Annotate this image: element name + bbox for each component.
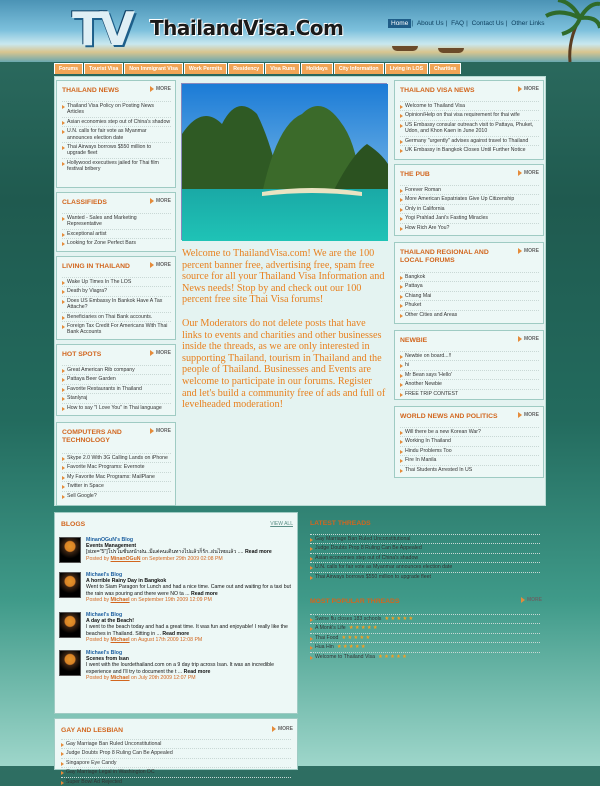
blog-name[interactable]: Michael's Blog bbox=[86, 572, 123, 578]
panel-computers-technology bbox=[56, 422, 176, 506]
logo-tv-mark[interactable]: TV bbox=[72, 2, 131, 56]
rating-stars-icon: ★★★★★ bbox=[384, 616, 415, 622]
panel-living-in-thailand bbox=[56, 256, 176, 340]
blog-date: on August 17th 2009 12:08 PM bbox=[131, 636, 203, 643]
list-item[interactable]: Wanted - Sales and Marketing Representative bbox=[62, 213, 171, 229]
list-item[interactable]: U.N. calls for fair vote as Myanmar announces election date bbox=[310, 562, 540, 571]
blog-excerpt: I went to the beach today and had a great time. It was fun and enjoyable! I really like the beaches in Thailand. Sitting in ... bbox=[86, 624, 288, 637]
blog-excerpt: Went to Siam Paragon for Lunch and had a nice time. Came out and waiting for a taxi but the rain was pouring and there were NO ta ... bbox=[86, 584, 291, 597]
blog-name[interactable]: MinanOGuN's Blog bbox=[86, 537, 134, 543]
palm-tree-image bbox=[510, 0, 600, 62]
avatar[interactable] bbox=[59, 612, 81, 638]
list-item[interactable]: Thai Airways borrows $550 million to upgrade fleet bbox=[62, 142, 171, 158]
list-item[interactable]: Pattaya Beer Garden bbox=[62, 374, 171, 383]
list-item[interactable]: Phuket bbox=[400, 300, 539, 309]
panel-title: THE PUB bbox=[400, 171, 430, 178]
list-item[interactable]: Mr Bean says 'Hello' bbox=[400, 370, 539, 379]
arrow-right-icon bbox=[272, 726, 276, 732]
list-item[interactable]: Death by Viagra? bbox=[62, 286, 171, 295]
more-link[interactable]: MORE bbox=[150, 198, 171, 204]
list-item[interactable]: Another Newbie bbox=[400, 379, 539, 388]
list-item[interactable]: Chiang Mai bbox=[400, 291, 539, 300]
list-item[interactable]: U.N. calls for fair vote as Myanmar announces election date bbox=[62, 126, 171, 142]
more-link[interactable]: MORE bbox=[150, 86, 171, 92]
more-link[interactable]: MORE bbox=[150, 262, 171, 268]
boat-image bbox=[438, 48, 464, 53]
list-item[interactable]: Bangkok bbox=[400, 272, 539, 281]
list-item[interactable]: Twitter in Space bbox=[62, 481, 171, 490]
panel-title: HOT SPOTS bbox=[62, 351, 102, 358]
list-item[interactable]: Fire In Manila bbox=[400, 455, 539, 464]
list-item[interactable]: Asian economies step out of China's shadow bbox=[62, 117, 171, 126]
list-item[interactable]: Favorite Restaurants in Thailand bbox=[62, 384, 171, 393]
list-item[interactable]: Exceptional artist bbox=[62, 229, 171, 238]
list-item[interactable]: Thai Food ★★★★★ bbox=[310, 633, 540, 642]
popular-threads-title: MOST POPULAR THREADS bbox=[310, 598, 400, 605]
panel-title: THAILAND NEWS bbox=[62, 87, 120, 94]
nav-tab-forums[interactable]: Forums bbox=[54, 63, 83, 74]
blog-excerpt: I went with the lourdethailand.com on a 9 day trip across Isan. It was an incredible experience and I'll try to document the t ... bbox=[86, 662, 275, 675]
arrow-right-icon bbox=[150, 86, 154, 92]
nav-tab-tourist-visa[interactable]: Tourist Visa bbox=[84, 63, 123, 74]
list-item[interactable]: Opinion/Help on thai visa requirement for thai wife bbox=[400, 110, 539, 119]
blog-title[interactable]: A horrible Rainy Day in Bangkok bbox=[86, 578, 167, 585]
list-item[interactable]: Thailand Visa Policy on Posting News Articles bbox=[62, 101, 171, 117]
list-item[interactable]: Welcome to Thailand Visa ★★★★★ bbox=[310, 652, 540, 661]
blogs-title: BLOGS bbox=[61, 521, 86, 528]
list-item[interactable]: Gay Marriage Ban Ruled Unconstitutional bbox=[310, 534, 540, 543]
list-item[interactable]: Foreign Tax Credit For Americans With Thai Bank Accounts bbox=[62, 321, 171, 337]
arrow-right-icon bbox=[150, 198, 154, 204]
list-item[interactable]: Hollywood executives jailed for Thai film festival bribery bbox=[62, 158, 171, 174]
list-item[interactable]: Only in California bbox=[400, 204, 539, 213]
list-item[interactable]: hi bbox=[400, 360, 539, 369]
more-link[interactable]: MORE bbox=[518, 248, 539, 254]
nav-tab-visa-runs[interactable]: Visa Runs bbox=[265, 63, 300, 74]
blog-date: on July 20th 2009 12:07 PM bbox=[131, 674, 196, 681]
list-item[interactable]: Gay Marriage Legal in Washington DC bbox=[61, 767, 291, 776]
arrow-right-icon bbox=[518, 86, 522, 92]
more-link[interactable]: MORE bbox=[272, 726, 293, 732]
more-link[interactable]: MORE bbox=[150, 350, 171, 356]
read-more-link[interactable]: Read more bbox=[183, 668, 211, 675]
arrow-right-icon bbox=[150, 350, 154, 356]
lower-section bbox=[54, 512, 546, 785]
panel-title: NEWBIE bbox=[400, 337, 428, 344]
panel-title: WORLD NEWS AND POLITICS bbox=[400, 413, 498, 420]
site-logo-text[interactable]: ThailandVisa.Com bbox=[150, 16, 344, 40]
list-item[interactable]: Pattaya bbox=[400, 281, 539, 290]
nav-tab-non-immigrant-visa[interactable]: Non Immigrant Visa bbox=[124, 63, 183, 74]
nav-tab-living-in-los[interactable]: Living in LOS bbox=[385, 63, 428, 74]
rating-stars-icon: ★★★★★ bbox=[377, 653, 409, 660]
list-item[interactable]: Looking for Zone Perfect Bars bbox=[62, 238, 171, 247]
list-item[interactable]: Judge Doubts Prop 8 Ruling Can Be Appealed bbox=[310, 543, 540, 552]
list-item[interactable]: Gay Marriage Ban Ruled Unconstitutional bbox=[61, 739, 291, 748]
list-item[interactable]: How to say "I Love You" in Thai language bbox=[62, 403, 171, 412]
panel-the-pub bbox=[394, 164, 544, 236]
panel-title: THAILAND VISA NEWS bbox=[400, 87, 475, 94]
list-item[interactable]: How Rich Are You? bbox=[400, 223, 539, 232]
panel-thailand-visa-news bbox=[394, 80, 544, 160]
hero-island-photo bbox=[181, 83, 387, 240]
list-item[interactable]: Germany "urgently" advises against travel to Thailand bbox=[400, 136, 539, 145]
arrow-right-icon bbox=[150, 428, 154, 434]
blogs-panel bbox=[54, 512, 298, 714]
list-item[interactable]: Thai Airways borrows $550 million to upgrade fleet bbox=[310, 572, 540, 581]
more-link[interactable]: MORE bbox=[150, 428, 171, 434]
more-link[interactable]: MORE bbox=[518, 86, 539, 92]
nav-tab-work-permits[interactable]: Work Permits bbox=[184, 63, 227, 74]
list-item[interactable]: Hindu Problems Too bbox=[400, 446, 539, 455]
latest-threads-title: LATEST THREADS bbox=[310, 520, 371, 527]
moderation-paragraph: Our Moderators do not delete posts that have links to events and charities and other businesses inside the threads, as we are only interested in supporting Thailand, tourism in Thailand and the people of Thailand. Businesses and Events are welcome to participate in our forums. Register and let's build a community free of ads and full of levelheaded moderation! bbox=[182, 317, 386, 411]
top-link-about[interactable]: About Us bbox=[416, 20, 444, 27]
top-links: Home | About Us | FAQ | Contact Us | Other Links bbox=[388, 20, 547, 27]
panel-classifieds bbox=[56, 192, 176, 252]
top-link-home[interactable]: Home bbox=[388, 19, 411, 28]
arrow-right-icon bbox=[518, 170, 522, 176]
top-link-faq[interactable]: FAQ bbox=[451, 20, 465, 27]
list-item[interactable]: Newbie on board...!! bbox=[400, 351, 539, 360]
main-nav bbox=[54, 63, 546, 74]
panel-regional-local-forums bbox=[394, 242, 544, 324]
list-item[interactable]: My Favorite Mac Programs: MailPlane bbox=[62, 472, 171, 481]
blog-name[interactable]: Michael's Blog bbox=[86, 612, 123, 618]
welcome-paragraph: Welcome to ThailandVisa.com! We are the 100 percent banner free, advertising free, spam free source for all your Thailand Visa Information and News needs! Stop by and check out our 100 percent free site Thai Visa forums! bbox=[182, 248, 385, 306]
avatar[interactable] bbox=[59, 537, 81, 563]
panel-title: GAY AND LESBIAN bbox=[61, 727, 124, 734]
rating-stars-icon: ★★★★★ bbox=[341, 634, 372, 641]
nav-tab-holidays[interactable]: Holidays bbox=[301, 63, 333, 74]
rating-stars-icon: ★★★★★ bbox=[336, 644, 367, 651]
blog-title[interactable]: Events Management bbox=[86, 543, 137, 550]
list-item[interactable]: Stanlyraj bbox=[62, 393, 171, 402]
nav-tab-charities[interactable]: Charities bbox=[429, 63, 461, 74]
list-item[interactable]: Beneficiaries on Thai Bank accounts. bbox=[62, 312, 171, 321]
avatar[interactable] bbox=[59, 572, 81, 598]
read-more-link[interactable]: Read more bbox=[190, 590, 218, 597]
list-item[interactable]: Super Bowl Ad Rejected bbox=[61, 777, 291, 786]
list-item[interactable]: Thai Students Arrested In US bbox=[400, 465, 539, 474]
panel-newbie bbox=[394, 330, 544, 400]
posted-by-label: Posted by bbox=[86, 674, 110, 681]
welcome-text bbox=[182, 248, 386, 423]
blog-name[interactable]: Michael's Blog bbox=[86, 650, 123, 656]
list-item[interactable]: Wake Up Times In The LOS bbox=[62, 277, 171, 286]
blog-date: on September 19th 2009 12:09 PM bbox=[131, 596, 212, 603]
list-item[interactable]: Asian economies step out of China's shadow bbox=[310, 553, 540, 562]
read-more-link[interactable]: Read more bbox=[244, 549, 272, 556]
view-all-link[interactable]: VIEW ALL bbox=[270, 521, 293, 527]
blog-title[interactable]: A day at the Beach! bbox=[86, 618, 134, 625]
blog-author-link[interactable]: Michael bbox=[110, 674, 130, 681]
more-link[interactable]: MORE bbox=[521, 597, 542, 603]
list-item[interactable]: Yogi Prahlad Jani's Fasting Miracles bbox=[400, 213, 539, 222]
list-item[interactable]: Judge Doubts Prop 8 Ruling Can Be Appealed bbox=[61, 748, 291, 757]
list-item[interactable]: Will there be a new Korean War? bbox=[400, 427, 539, 436]
list-item[interactable]: A Monk's Life ★★★★★ bbox=[310, 623, 540, 632]
list-item[interactable]: UK Embassy in Bangkok Closes Until Further Notice bbox=[400, 145, 539, 154]
panel-title: CLASSIFIEDS bbox=[62, 199, 107, 206]
blog-author-link[interactable]: MinanOGuN bbox=[110, 555, 141, 562]
panel-title: COMPUTERS AND TECHNOLOGY bbox=[62, 429, 122, 444]
rating-stars-icon: ★★★★★ bbox=[348, 625, 379, 632]
list-item[interactable]: More American Expatriates Give Up Citizenship bbox=[400, 194, 539, 203]
top-link-contact[interactable]: Contact Us bbox=[471, 20, 504, 27]
panel-hot-spots bbox=[56, 344, 176, 416]
list-item[interactable]: Other Cities and Areas bbox=[400, 310, 539, 319]
blog-author-link[interactable]: Michael bbox=[110, 636, 130, 643]
posted-by-label: Posted by bbox=[86, 555, 110, 562]
list-item[interactable]: FREE TRIP CONTEST bbox=[400, 389, 539, 398]
blog-title[interactable]: Scenes from Isan bbox=[86, 656, 129, 663]
list-item[interactable]: Forever Roman bbox=[400, 185, 539, 194]
list-item[interactable]: US Embassy consular outreach visit to Pattaya, Phuket, Udon, and Khon Kaen in June 2010 bbox=[400, 120, 539, 136]
arrow-right-icon bbox=[518, 336, 522, 342]
list-item[interactable]: Welcome to Thailand Visa bbox=[400, 101, 539, 110]
list-item[interactable]: Singapore Eye Candy bbox=[61, 758, 291, 767]
nav-tab-city-information[interactable]: City Information bbox=[334, 63, 384, 74]
panel-title: THAILAND REGIONAL AND LOCAL FORUMS bbox=[400, 249, 489, 264]
panel-thailand-news bbox=[56, 80, 176, 188]
list-item[interactable]: Skype 2.0 With 3G Calling Lands on iPhone bbox=[62, 453, 171, 462]
panel-title: LIVING IN THAILAND bbox=[62, 263, 130, 270]
panel-world-news-politics bbox=[394, 406, 544, 478]
list-item[interactable]: Swine flu closes 183 schools ★★★★★ bbox=[310, 614, 540, 623]
list-item[interactable]: Sell Google? bbox=[62, 491, 171, 500]
list-item[interactable]: Favorite Mac Programs: Evernote bbox=[62, 462, 171, 471]
boat-image bbox=[392, 46, 418, 51]
more-link[interactable]: MORE bbox=[518, 336, 539, 342]
more-link[interactable]: MORE bbox=[518, 170, 539, 176]
arrow-right-icon bbox=[150, 262, 154, 268]
site-header bbox=[0, 0, 600, 62]
list-item[interactable]: Does US Embassy In Bankok Have A Tax Attache? bbox=[62, 296, 171, 312]
arrow-right-icon bbox=[518, 412, 522, 418]
top-link-other[interactable]: Other Links bbox=[511, 20, 545, 27]
panel-gay-lesbian bbox=[54, 718, 298, 785]
avatar[interactable] bbox=[59, 650, 81, 676]
list-item[interactable]: Great American Rib company bbox=[62, 365, 171, 374]
more-link[interactable]: MORE bbox=[518, 412, 539, 418]
list-item[interactable]: Hua Hin ★★★★★ bbox=[310, 642, 540, 651]
nav-tab-residency[interactable]: Residency bbox=[228, 63, 264, 74]
arrow-right-icon bbox=[521, 597, 525, 603]
list-item[interactable]: Working In Thailand bbox=[400, 436, 539, 445]
blog-author-link[interactable]: Michael bbox=[110, 596, 130, 603]
read-more-link[interactable]: Read more bbox=[162, 630, 190, 637]
arrow-right-icon bbox=[518, 248, 522, 254]
posted-by-label: Posted by bbox=[86, 596, 110, 603]
blog-excerpt: [size="5"]โปรโมชั่นหน้าฝน..มีแต่คนเดินทางไปแล้วก็รัก..ฝนไทยแล้ว .... bbox=[86, 549, 244, 556]
posted-by-label: Posted by bbox=[86, 636, 110, 643]
blog-date: on September 29th 2009 02:08 PM bbox=[141, 555, 223, 562]
